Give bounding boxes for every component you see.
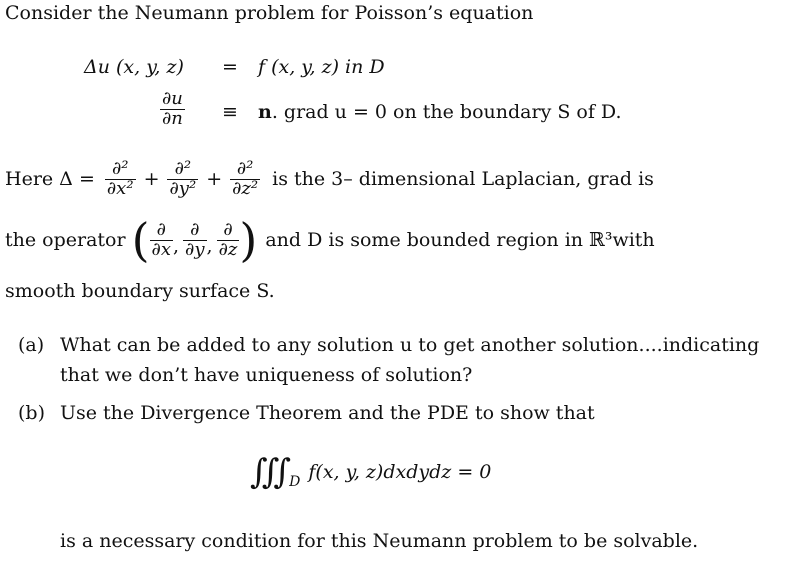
here-delta: Here Δ = bbox=[5, 168, 95, 191]
dy-denominator: ∂y bbox=[185, 238, 205, 260]
equation-1-relation: = bbox=[222, 56, 238, 78]
integral-sign: ∫∫∫ bbox=[250, 452, 286, 492]
laplacian-definition bbox=[5, 160, 654, 199]
dy2-denominator: ∂y² bbox=[169, 177, 197, 199]
d2-numerator-x: ∂² bbox=[111, 158, 129, 179]
grad-operator-definition bbox=[5, 213, 655, 267]
fraction-numerator: ∂u bbox=[162, 88, 183, 109]
integral-domain: D bbox=[289, 474, 301, 490]
comma-2: , bbox=[206, 235, 213, 257]
fraction-denominator: ∂n bbox=[162, 107, 183, 129]
smooth-boundary-text: smooth boundary surface S. bbox=[5, 280, 275, 302]
laplacian-tail-text: is the 3– dimensional Laplacian, grad is bbox=[272, 168, 654, 191]
plus-sign-1: + bbox=[143, 168, 160, 191]
conclusion-text: is a necessary condition for this Neumann problem to be solvable. bbox=[60, 530, 699, 552]
right-paren: ) bbox=[239, 213, 258, 267]
comma-1: , bbox=[173, 235, 180, 257]
dz2-denominator: ∂z² bbox=[232, 177, 259, 199]
normal-derivative-fraction bbox=[160, 90, 185, 129]
part-b-text: Use the Divergence Theorem and the PDE to show that bbox=[60, 402, 595, 424]
normal-vector: n bbox=[258, 101, 272, 123]
part-a-line-1: What can be added to any solution u to get another solution....indicating bbox=[60, 334, 760, 356]
equation-1-lhs: Δu (x, y, z) bbox=[84, 56, 184, 78]
equation-2-rhs bbox=[258, 101, 622, 123]
d-numerator-x: ∂ bbox=[156, 218, 166, 240]
left-paren: ( bbox=[131, 213, 150, 267]
part-a-label: (a) bbox=[18, 334, 45, 356]
d-numerator-z: ∂ bbox=[223, 218, 233, 240]
triple-integral bbox=[250, 452, 491, 492]
plus-sign-2: + bbox=[206, 168, 223, 191]
dx2-denominator: ∂x² bbox=[106, 177, 134, 199]
intro-text: Consider the Neumann problem for Poisson’s equation bbox=[5, 2, 534, 24]
operator-lead-text: the operator bbox=[5, 229, 126, 251]
part-a-line-2: that we don’t have uniqueness of solution? bbox=[60, 364, 473, 386]
d2-numerator-y: ∂² bbox=[174, 158, 192, 179]
part-b-label: (b) bbox=[18, 402, 45, 424]
operator-tail-text: and D is some bounded region in ℝ³with bbox=[265, 229, 655, 251]
integrand: f(x, y, z)dxdydz = 0 bbox=[308, 461, 492, 483]
equation-2-text: . grad u = 0 on the boundary S of D. bbox=[271, 101, 622, 123]
d2-numerator-z: ∂² bbox=[236, 158, 254, 179]
equation-1-rhs: f (x, y, z) in D bbox=[258, 56, 385, 78]
dz-denominator: ∂z bbox=[218, 238, 238, 260]
d-numerator-y: ∂ bbox=[190, 218, 200, 240]
equation-2-relation: ≡ bbox=[222, 101, 238, 123]
dx-denominator: ∂x bbox=[151, 238, 171, 260]
